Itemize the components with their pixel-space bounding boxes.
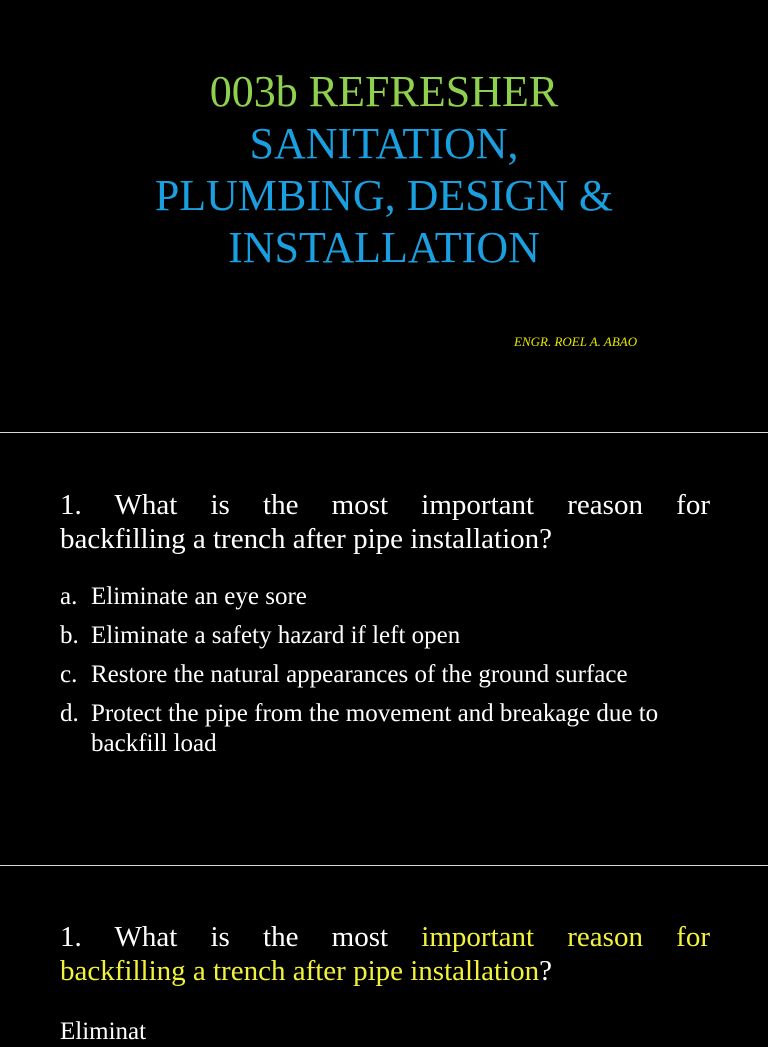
option-d — [60, 699, 740, 759]
question-slide — [0, 434, 768, 865]
question-line: backfilling a trench after pipe installation? — [60, 523, 552, 555]
title-slide — [0, 0, 768, 432]
answer-options — [60, 582, 740, 768]
question-highlight: important reason for — [421, 921, 710, 953]
question-line: 1. What is the most important reason for — [60, 489, 710, 521]
option-text: Protect the pipe from the movement and breakage due to backfill load — [91, 700, 659, 757]
option-a — [60, 582, 740, 612]
option-text: Eliminate a safety hazard if left open — [91, 622, 461, 649]
question-prefix: 1. What is the most — [60, 921, 422, 953]
option-b — [60, 621, 740, 651]
title-line-refresher: 003b REFRESHER — [209, 67, 559, 116]
question-line — [60, 954, 710, 988]
slide-divider — [0, 432, 768, 433]
option-letter: d. — [60, 700, 79, 727]
partial-option-text: Eliminat — [60, 1018, 147, 1045]
slide-divider — [0, 865, 768, 866]
title-line-plumbing: PLUMBING, DESIGN & — [154, 171, 614, 220]
option-letter: a. — [60, 583, 78, 610]
option-letter: c. — [60, 661, 78, 688]
question-text — [60, 920, 710, 988]
option-text: Restore the natural appearances of the ground surface — [91, 661, 628, 688]
author-name: ENGR. ROEL A. ABAO — [514, 334, 638, 349]
highlighted-question-slide — [0, 867, 768, 1045]
question-highlight: backfilling a trench after pipe installation — [60, 955, 540, 987]
option-text: Eliminate an eye sore — [91, 583, 307, 610]
option-c — [60, 660, 740, 690]
question-text — [60, 488, 710, 556]
question-line — [60, 920, 710, 954]
title-line-sanitation: SANITATION, — [249, 119, 519, 168]
question-suffix: ? — [539, 955, 552, 987]
option-letter: b. — [60, 622, 79, 649]
slide-title — [0, 66, 768, 274]
title-line-installation: INSTALLATION — [228, 223, 540, 272]
